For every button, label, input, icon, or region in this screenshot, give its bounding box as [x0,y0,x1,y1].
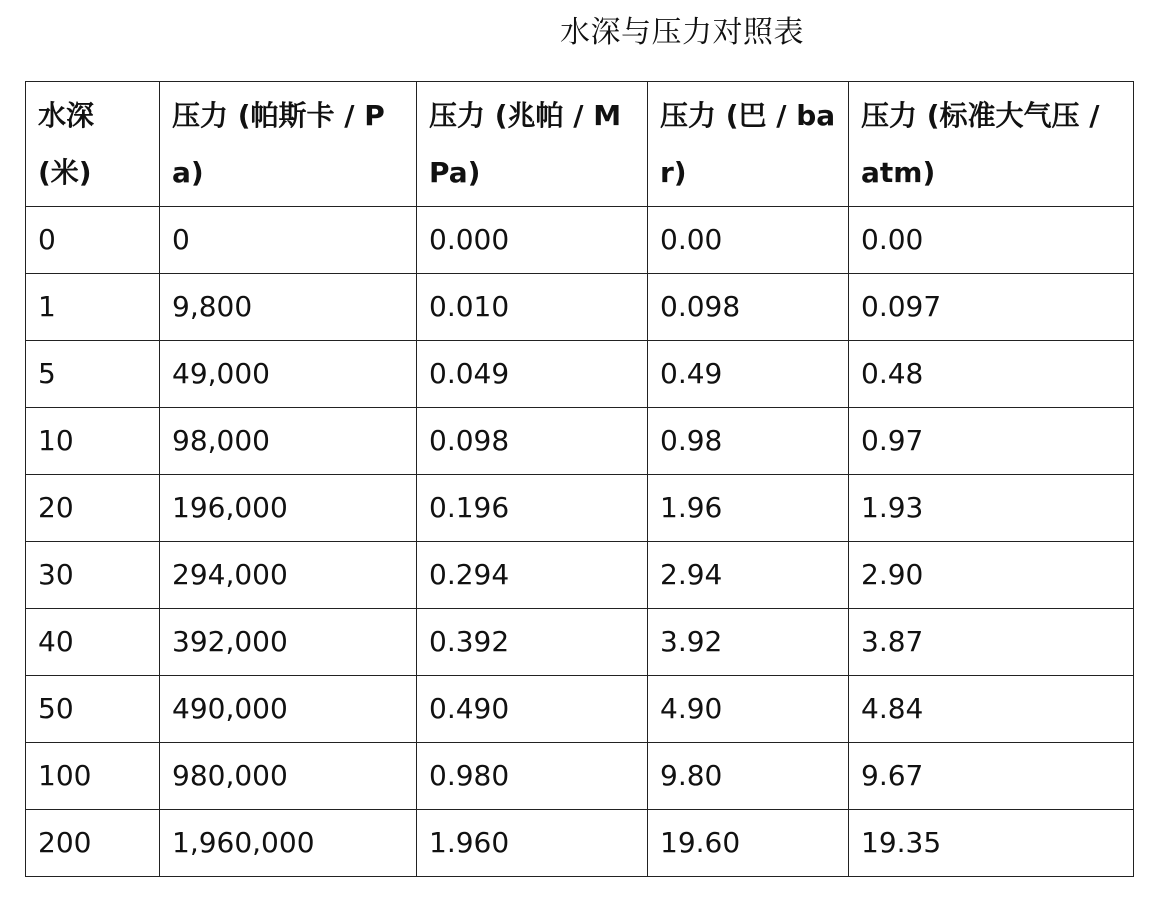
cell-atm: 1.93 [849,475,1134,542]
cell-bar: 2.94 [648,542,849,609]
cell-mpa: 0.010 [417,274,648,341]
cell-depth: 10 [26,408,160,475]
table-row [26,274,1134,341]
cell-bar: 0.49 [648,341,849,408]
cell-depth: 100 [26,743,160,810]
cell-depth: 5 [26,341,160,408]
cell-mpa: 1.960 [417,810,648,877]
cell-atm: 0.097 [849,274,1134,341]
table-row [26,542,1134,609]
cell-depth: 20 [26,475,160,542]
table-row [26,207,1134,274]
cell-atm: 19.35 [849,810,1134,877]
cell-pa: 98,000 [160,408,417,475]
header-pressure-bar: 压力 (巴 / bar) [648,82,849,207]
cell-mpa: 0.098 [417,408,648,475]
cell-mpa: 0.490 [417,676,648,743]
cell-pa: 49,000 [160,341,417,408]
cell-depth: 1 [26,274,160,341]
cell-bar: 4.90 [648,676,849,743]
cell-atm: 3.87 [849,609,1134,676]
cell-mpa: 0.980 [417,743,648,810]
cell-depth: 40 [26,609,160,676]
cell-depth: 0 [26,207,160,274]
cell-bar: 19.60 [648,810,849,877]
table-row [26,609,1134,676]
cell-atm: 0.00 [849,207,1134,274]
cell-pa: 294,000 [160,542,417,609]
cell-pa: 9,800 [160,274,417,341]
cell-pa: 0 [160,207,417,274]
cell-mpa: 0.049 [417,341,648,408]
cell-pa: 392,000 [160,609,417,676]
cell-mpa: 0.000 [417,207,648,274]
cell-atm: 0.48 [849,341,1134,408]
table-row [26,743,1134,810]
header-depth: 水深 (米) [26,82,160,207]
header-pressure-pa: 压力 (帕斯卡 / Pa) [160,82,417,207]
cell-bar: 0.00 [648,207,849,274]
cell-bar: 9.80 [648,743,849,810]
cell-bar: 1.96 [648,475,849,542]
cell-depth: 30 [26,542,160,609]
cell-bar: 3.92 [648,609,849,676]
table-row [26,810,1134,877]
cell-atm: 0.97 [849,408,1134,475]
cell-mpa: 0.196 [417,475,648,542]
table-row [26,676,1134,743]
cell-pa: 196,000 [160,475,417,542]
page-title: 水深与压力对照表 [560,15,804,50]
table-row [26,341,1134,408]
cell-pa: 490,000 [160,676,417,743]
table-header-row [26,82,1134,207]
cell-depth: 200 [26,810,160,877]
header-pressure-mpa: 压力 (兆帕 / MPa) [417,82,648,207]
cell-pa: 980,000 [160,743,417,810]
pressure-table [25,81,1134,877]
cell-atm: 2.90 [849,542,1134,609]
cell-bar: 0.98 [648,408,849,475]
cell-pa: 1,960,000 [160,810,417,877]
cell-atm: 9.67 [849,743,1134,810]
cell-atm: 4.84 [849,676,1134,743]
header-pressure-atm: 压力 (标准大气压 / atm) [849,82,1134,207]
cell-mpa: 0.294 [417,542,648,609]
table-row [26,475,1134,542]
cell-bar: 0.098 [648,274,849,341]
table-row [26,408,1134,475]
cell-mpa: 0.392 [417,609,648,676]
cell-depth: 50 [26,676,160,743]
